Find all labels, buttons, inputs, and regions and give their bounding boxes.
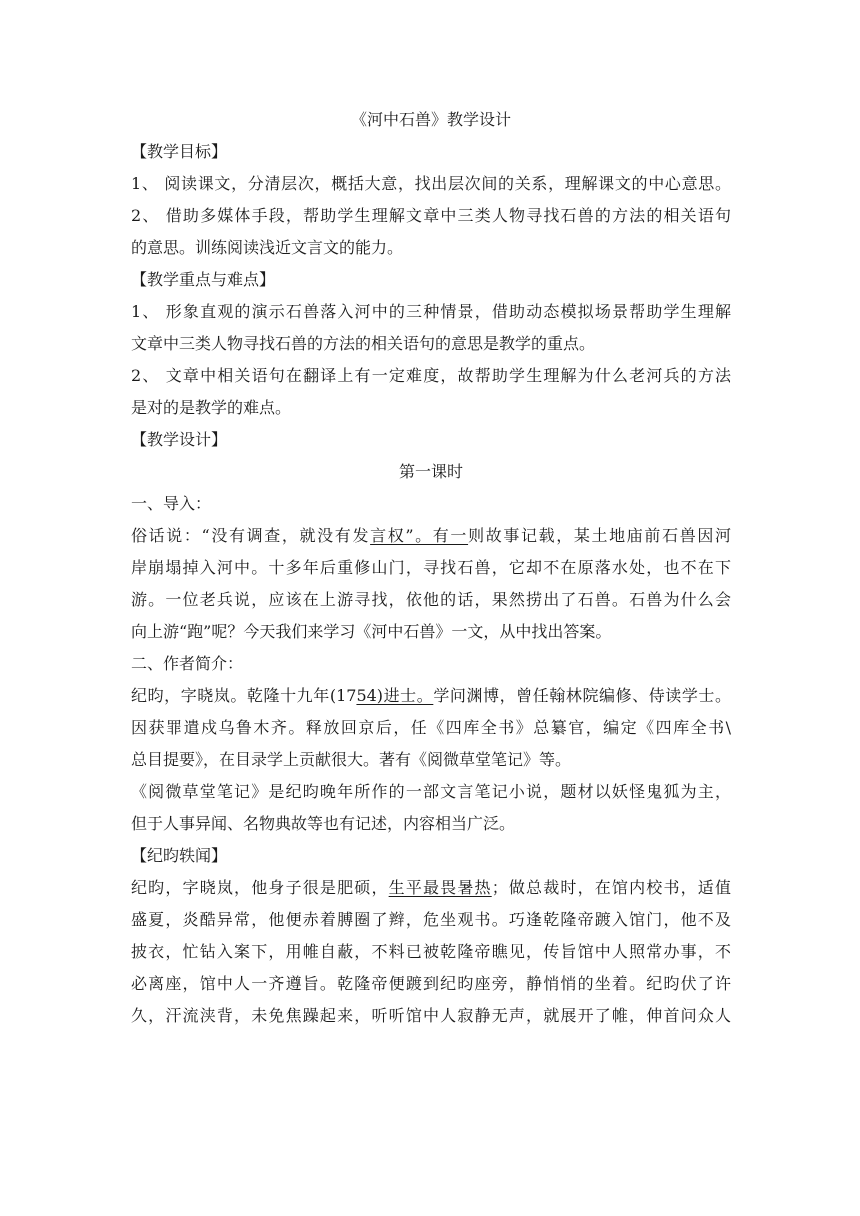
goal-item-2-line-2: 的意思。训练阅读浅近文言文的能力。 [131, 238, 404, 257]
intro-text-a: 俗话说：“没有调查，就没有发 [131, 526, 371, 545]
section-heading-key-points: 【教学重点与难点】 [131, 270, 276, 289]
section-heading-anecdote: 【纪昀轶闻】 [131, 846, 228, 865]
anecdote-paragraph-line-4: 必离座，馆中人一齐遵旨。乾隆帝便踱到纪昀座旁，静悄悄的坐着。纪昀伏了许 [131, 974, 731, 993]
intro-paragraph-line-3: 游。一位老兵说，应该在上游寻找，依他的话，果然捞出了石兽。石兽为什么会 [131, 590, 731, 609]
key-point-2-line-1: 2、 文章中相关语句在翻译上有一定难度，故帮助学生理解为什么老河兵的方法 [131, 366, 731, 385]
author-paragraph-line-3: 总目提要》，在目录学上贡献很大。著有《阅微草堂笔记》等。 [131, 750, 572, 769]
anecdote-paragraph-line-3: 披衣，忙钻入案下，用帷自蔽，不料已被乾隆帝瞧见，传旨馆中人照常办事，不 [131, 942, 731, 961]
anecdote-text-a: 纪昀，字晓岚，他身子很是肥硕， [131, 878, 389, 897]
author-text-a: 纪昀，字晓岚。乾隆十九年(17 [131, 686, 357, 705]
anecdote-paragraph-line-5: 久，汗流浃背，未免焦躁起来，听听馆中人寂静无声，就展开了帷，伸首问众人 [131, 1006, 731, 1025]
anecdote-text-c: ；做总裁时，在馆内校书，适值 [491, 878, 731, 897]
anecdote-paragraph-line-2: 盛夏，炎酷异常，他便赤着膊圈了辫，危坐观书。巧逢乾隆帝踱入馆门，他不及 [131, 910, 731, 929]
key-point-1-line-2: 文章中三类人物寻找石兽的方法的相关语句的意思是教学的重点。 [131, 334, 596, 353]
book-paragraph-line-2: 但于人事异闻、名物典故等也有记述，内容相当广泛。 [131, 814, 516, 833]
intro-text-c: 则故事记载，某土地庙前石兽因河 [468, 526, 731, 545]
key-point-2-line-2: 是对的是教学的难点。 [131, 398, 292, 417]
goal-item-2-line-1: 2、 借助多媒体手段，帮助学生理解文章中三类人物寻找石兽的方法的相关语句 [131, 206, 731, 225]
goal-item-1: 1、 阅读课文，分清层次，概括大意，找出层次间的关系，理解课文的中心意思。 [131, 174, 731, 193]
anecdote-underlined-text: 生平最畏暑热 [388, 878, 492, 897]
author-paragraph-line-2: 因获罪遣戍乌鲁木齐。释放回京后，任《四库全书》总纂官，编定《四库全书\ [131, 718, 731, 737]
document-title: 《河中石兽》教学设计 [350, 110, 511, 129]
section-heading-goals: 【教学目标】 [131, 142, 228, 161]
lesson-heading: 第一课时 [398, 462, 463, 481]
author-underlined-text: 54)进士。 [356, 686, 434, 705]
intro-paragraph-line-4: 向上游“跑”呢？今天我们来学习《河中石兽》一文，从中找出答案。 [131, 622, 612, 641]
anecdote-paragraph-line-1 [131, 872, 731, 904]
intro-paragraph-line-1 [131, 520, 731, 552]
part-heading-intro: 一、导入： [131, 494, 212, 513]
intro-paragraph-line-2: 岸崩塌掉入河中。十多年后重修山门，寻找石兽，它却不在原落水处，也不在下 [131, 558, 731, 577]
document-page [131, 104, 731, 1032]
book-paragraph-line-1: 《阅微草堂笔记》是纪昀晚年所作的一部文言笔记小说，题材以妖怪鬼狐为主， [131, 782, 731, 801]
author-paragraph-line-1 [131, 680, 731, 712]
section-heading-design: 【教学设计】 [131, 430, 228, 449]
intro-underlined-text: 言权”。有一 [370, 526, 469, 545]
part-heading-author: 二、作者简介： [131, 654, 244, 673]
key-point-1-line-1: 1、 形象直观的演示石兽落入河中的三种情景，借助动态模拟场景帮助学生理解 [131, 302, 731, 321]
author-text-c: 学问渊博，曾任翰林院编修、侍读学士。 [433, 686, 731, 705]
